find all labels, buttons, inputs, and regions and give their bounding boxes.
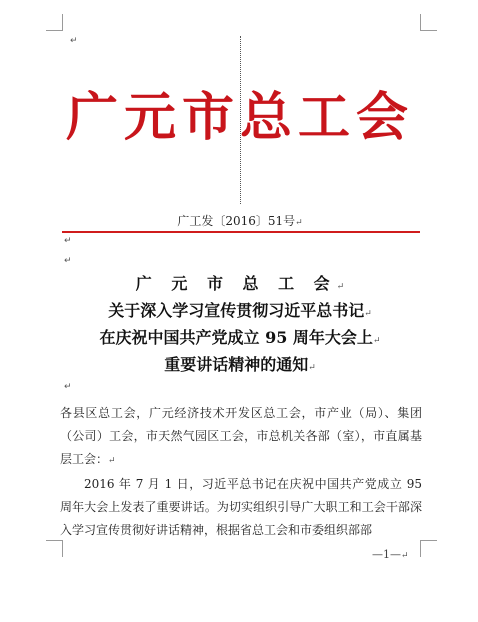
- crop-mark-bottom-right: [420, 540, 437, 557]
- title-line-3: 在庆祝中国共产党成立 95 周年大会上: [99, 328, 373, 347]
- body-paragraph-1: 2016 年 7 月 1 日，习近平总书记在庆祝中国共产党成立 95 周年大会上发表了重要讲话。为切实组织引导广大职工和工会干部深入学习宣传贯彻好讲话精神，根据省总工会和市委组织部部: [60, 477, 422, 537]
- notice-title: [60, 272, 420, 380]
- document-number-text: 广工发〔2016〕51号: [177, 214, 296, 228]
- page-number: [372, 548, 409, 561]
- title-line-1: 广 元 市 总 工 会: [135, 274, 337, 293]
- paragraph-mark-icon: ↵: [108, 456, 116, 466]
- document-body: [60, 402, 422, 542]
- paragraph-mark-icon: ↵: [364, 309, 372, 319]
- paragraph-mark-icon: ↵: [70, 36, 78, 46]
- masthead-title: 广元市总工会: [65, 87, 414, 148]
- paragraph-mark-icon: ↵: [401, 551, 409, 561]
- paragraph-mark-icon: ↵: [295, 218, 303, 228]
- title-line-4: 重要讲话精神的通知: [164, 355, 309, 374]
- crop-mark-bottom-left: [46, 540, 63, 557]
- paragraph-mark-icon: ↵: [308, 363, 316, 373]
- crop-mark-top-right: [420, 14, 437, 31]
- addressee-paragraph: [60, 402, 422, 473]
- page-number-text: —1—: [372, 548, 401, 561]
- addressee-text: 各县区总工会，广元经济技术开发区总工会，市产业（局）、集团（公司）工会，市天然气园区工会，市总机关各部（室），市直属基层工会：: [60, 406, 422, 466]
- paragraph-mark-icon: ↵: [372, 336, 381, 346]
- crop-mark-top-left: [46, 14, 63, 31]
- paragraph-mark-icon: ↵: [64, 236, 72, 246]
- document-number: [60, 212, 420, 229]
- paragraph-mark-icon: ↵: [64, 382, 72, 392]
- title-line-2: 关于深入学习宣传贯彻习近平总书记: [108, 301, 365, 320]
- red-separator-rule: [62, 231, 420, 233]
- paragraph-mark-icon: ↵: [336, 282, 345, 292]
- paragraph-mark-icon: ↵: [64, 256, 72, 266]
